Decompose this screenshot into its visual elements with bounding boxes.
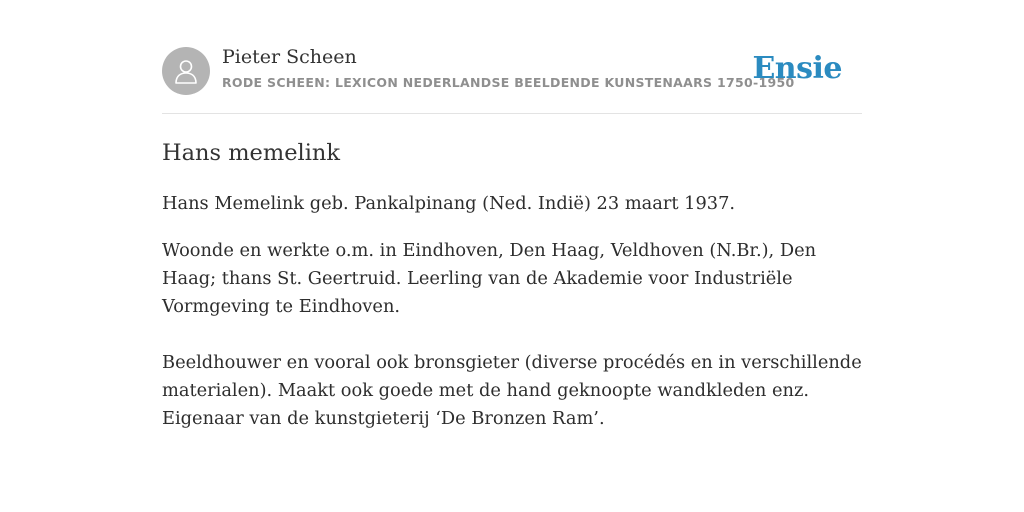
user-icon	[172, 57, 200, 85]
author-header	[162, 44, 862, 100]
brand-logo[interactable]: Ensie	[752, 51, 842, 86]
avatar[interactable]	[162, 47, 210, 95]
source-label[interactable]: RODE SCHEEN: LEXICON NEDERLANDSE BEELDENDE KUNSTENAARS 1750-1950	[222, 75, 795, 90]
article-paragraph-2: Woonde en werkte o.m. in Eindhoven, Den Haag, Veldhoven (N.Br.), Den Haag; thans St. Geertruid. Leerling van de Akademie voor Industriële Vormgeving te Eindhoven. Beeldhouwer en vooral ook bronsgieter (diverse procédés en in verschillende materialen). Maakt ook goede met de hand geknoopte wandkleden enz. Eigenaar van de kunstgieterij ‘De Bronzen Ram’.	[162, 240, 862, 429]
author-name[interactable]: Pieter Scheen	[222, 46, 357, 68]
article	[162, 136, 862, 433]
article-title: Hans memelink	[162, 140, 341, 166]
header-divider	[162, 113, 862, 114]
article-paragraph-1: Hans Memelink geb. Pankalpinang (Ned. Indië) 23 maart 1937.	[162, 193, 736, 214]
